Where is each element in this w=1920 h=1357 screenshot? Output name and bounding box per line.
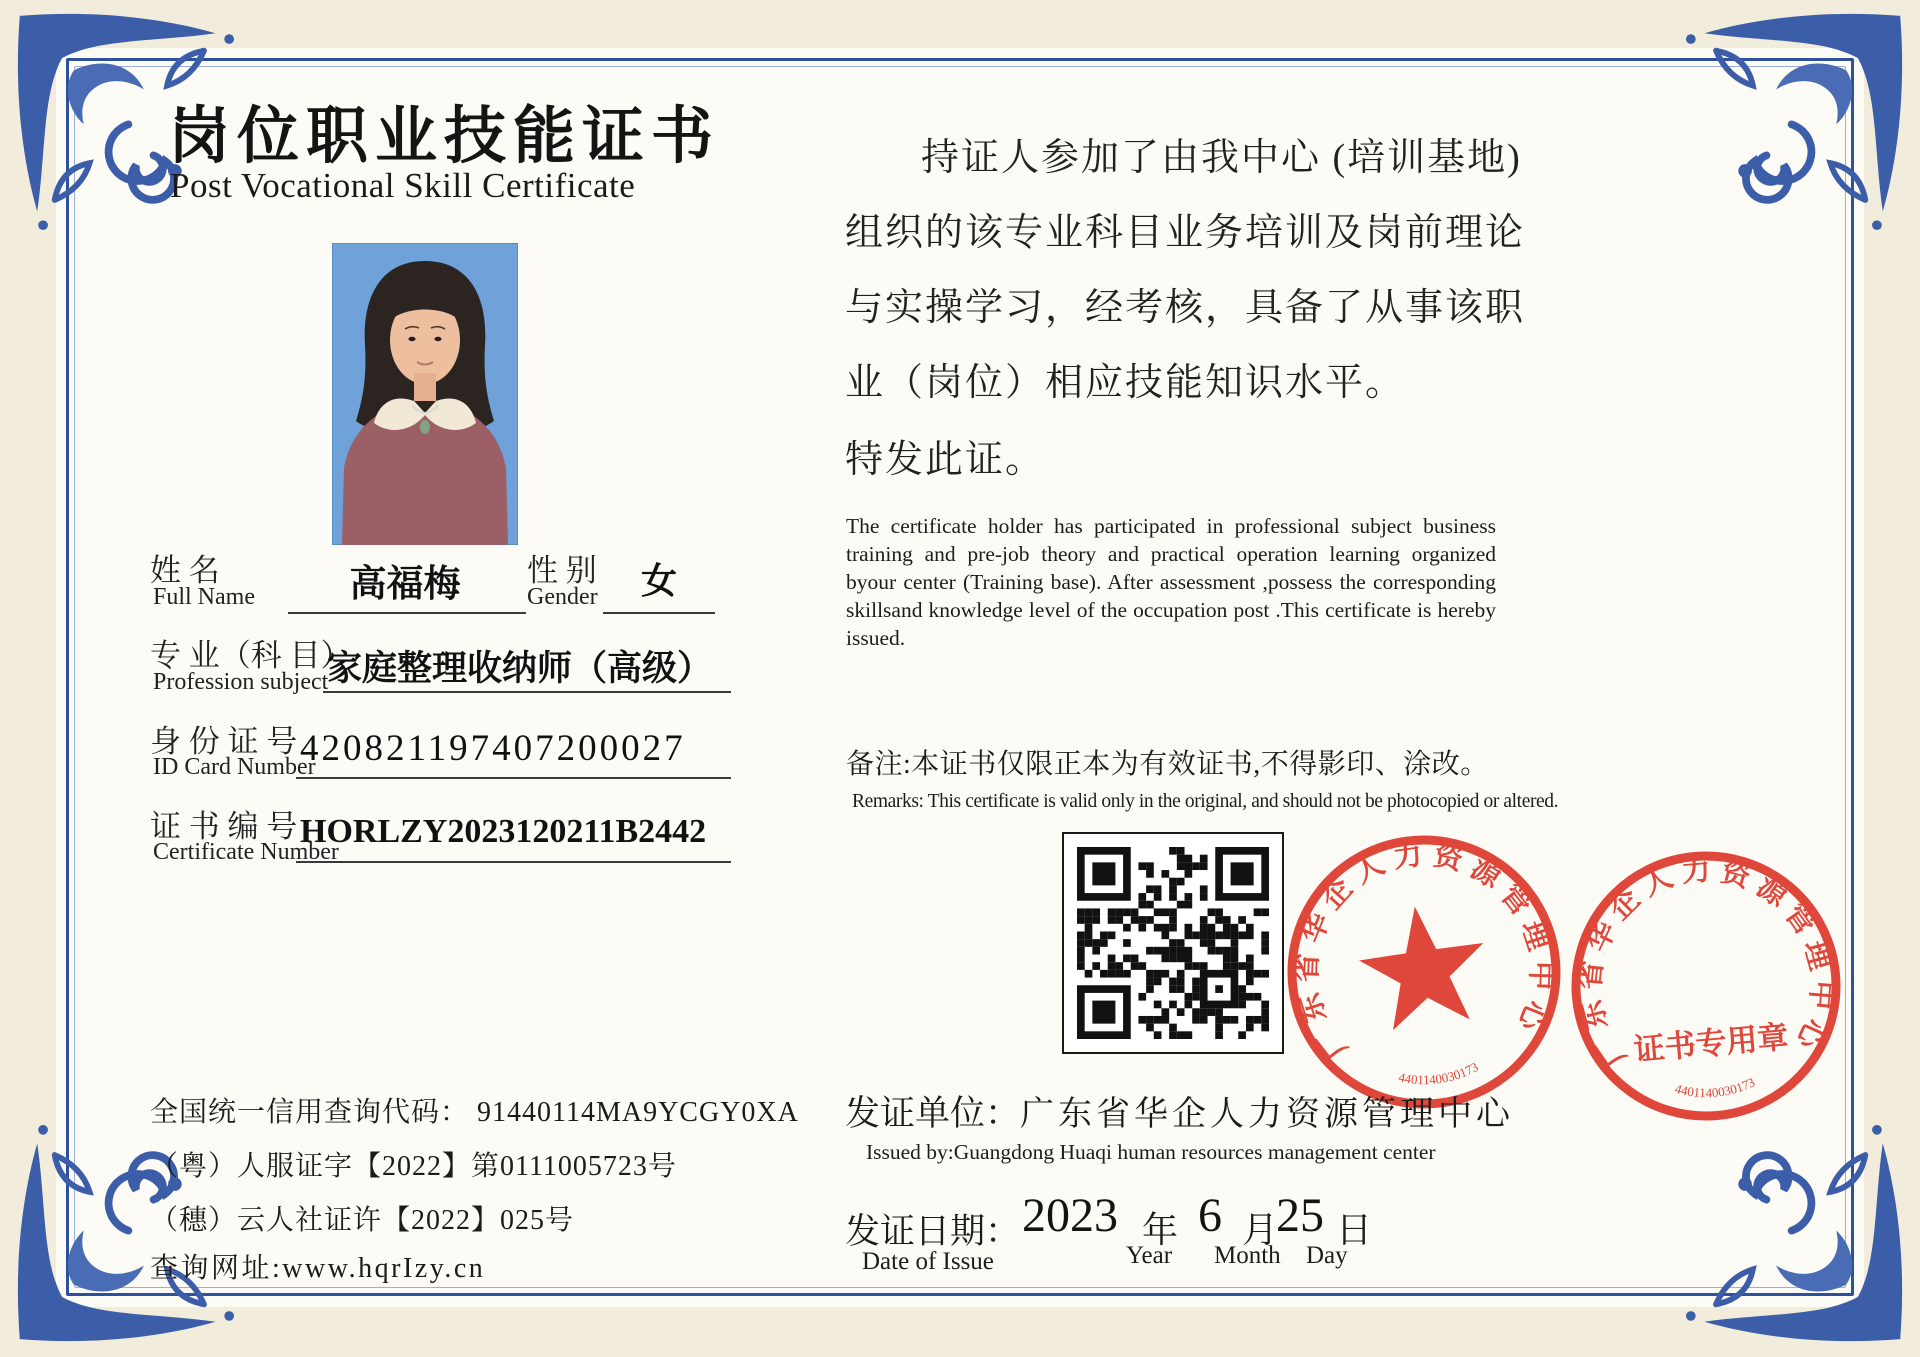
field-underline — [296, 861, 731, 863]
issue-day-unit: 日 — [1336, 1210, 1373, 1250]
remarks-en: Remarks: This certificate is valid only in the original, and should not be photocopied or altered. — [852, 791, 1559, 812]
issuer-label-zh: 发证单位： — [845, 1094, 1021, 1133]
profession-label-en: Profession subject — [153, 669, 329, 695]
issue-day-value: 25 — [1276, 1189, 1324, 1242]
statement-zh-line: 组织的该专业科目业务培训及岗前理论 — [845, 212, 1526, 254]
issuer-org-zh: 广东省华企人力资源管理中心 — [1020, 1096, 1515, 1133]
id-card-label-zh: 身 份 证 号 — [150, 724, 298, 759]
name-label-zh: 姓 名 — [150, 553, 220, 588]
name-label-en: Full Name — [153, 584, 255, 610]
issuer-line-en: Issued by:Guangdong Huaqi human resources management center — [866, 1140, 1436, 1164]
qr-code — [1062, 832, 1284, 1054]
id-card-label-en: ID Card Number — [153, 754, 316, 780]
issue-year-unit: 年 — [1142, 1210, 1179, 1250]
field-underline — [288, 612, 526, 614]
issue-year-label-en: Year — [1126, 1242, 1173, 1269]
issue-month-value: 6 — [1198, 1189, 1222, 1242]
gender-label-zh: 性 别 — [527, 553, 597, 588]
id-card-value: 420821197407200027 — [300, 728, 686, 769]
svg-text:4401140030173 — [1672, 1074, 1758, 1103]
certificate-number-label-zh: 证 书 编 号 — [150, 809, 298, 844]
seal-code-text: 4401140030173 — [1673, 1074, 1758, 1101]
issue-date-label-en: Date of Issue — [862, 1248, 994, 1275]
issue-month-label-en: Month — [1214, 1242, 1281, 1269]
field-underline — [323, 691, 731, 693]
issue-day-label-en: Day — [1306, 1242, 1348, 1269]
issue-date-label-zh: 发证日期： — [845, 1212, 1021, 1251]
certificate-number-label-en: Certificate Number — [153, 839, 339, 865]
qr-code-pattern — [1077, 847, 1269, 1039]
sui-license-line: （穗）云人社证许【2022】025号 — [150, 1205, 575, 1236]
certificate-title-en: Post Vocational Skill Certificate — [170, 166, 636, 205]
seal-ring-text: 广东省华企人力资源管理中心 — [1291, 838, 1557, 1065]
issuer-line-zh — [845, 1086, 1514, 1136]
statement-zh-line: 与实操学习，经考核，具备了从事该职 — [845, 287, 1526, 329]
statement-zh-line: 特发此证。 — [845, 439, 1046, 481]
field-underline — [603, 612, 715, 614]
query-website-line: 查询网址:www.hqrIzy.cn — [150, 1253, 486, 1284]
profession-value: 家庭整理收纳师（高级） — [327, 649, 713, 688]
statement-zh-line: 业（岗位）相应技能知识水平。 — [845, 362, 1406, 404]
issue-year-value: 2023 — [1022, 1189, 1118, 1242]
issue-month-unit: 月 — [1242, 1210, 1279, 1250]
name-value: 高福梅 — [349, 564, 461, 605]
credit-code-line: 全国统一信用查询代码： 91440114MA9YCGY0XA — [150, 1097, 799, 1128]
official-seal-certificate — [1550, 830, 1862, 1142]
corner-flourish-icon — [1654, 10, 1906, 262]
seal-ring-text: 广东省华企人力资源管理中心 — [1574, 854, 1838, 1073]
gender-value: 女 — [640, 561, 677, 601]
seal-special-text: 证书专用章 — [1632, 1019, 1790, 1068]
statement-en-paragraph: The certificate holder has participated in professional subject business training and pre-job theory and practical operation learning organized byour center (Training base). After assessment ,possess the corresponding skillsand knowledge level of the occupation post .This certificate is hereby issued. — [846, 514, 1496, 650]
seal-code-text: 4401140030173 — [1397, 1059, 1481, 1088]
yue-license-line: （粤）人服证字【2022】第0111005723号 — [150, 1151, 677, 1182]
statement-zh-line: 持证人参加了由我中心 (培训基地) — [921, 137, 1522, 179]
portrait-photo — [332, 243, 518, 545]
field-underline — [296, 777, 731, 779]
star-icon — [1353, 898, 1494, 1034]
profession-label-zh: 专 业（科 目） — [150, 638, 352, 673]
gender-label-en: Gender — [527, 584, 598, 610]
certificate-title-zh: 岗位职业技能证书 — [168, 103, 721, 171]
certificate-number-value: HORLZY2023120211B2442 — [300, 813, 707, 850]
remarks-zh: 备注:本证书仅限正本为有效证书,不得影印、涂改。 — [846, 749, 1489, 780]
